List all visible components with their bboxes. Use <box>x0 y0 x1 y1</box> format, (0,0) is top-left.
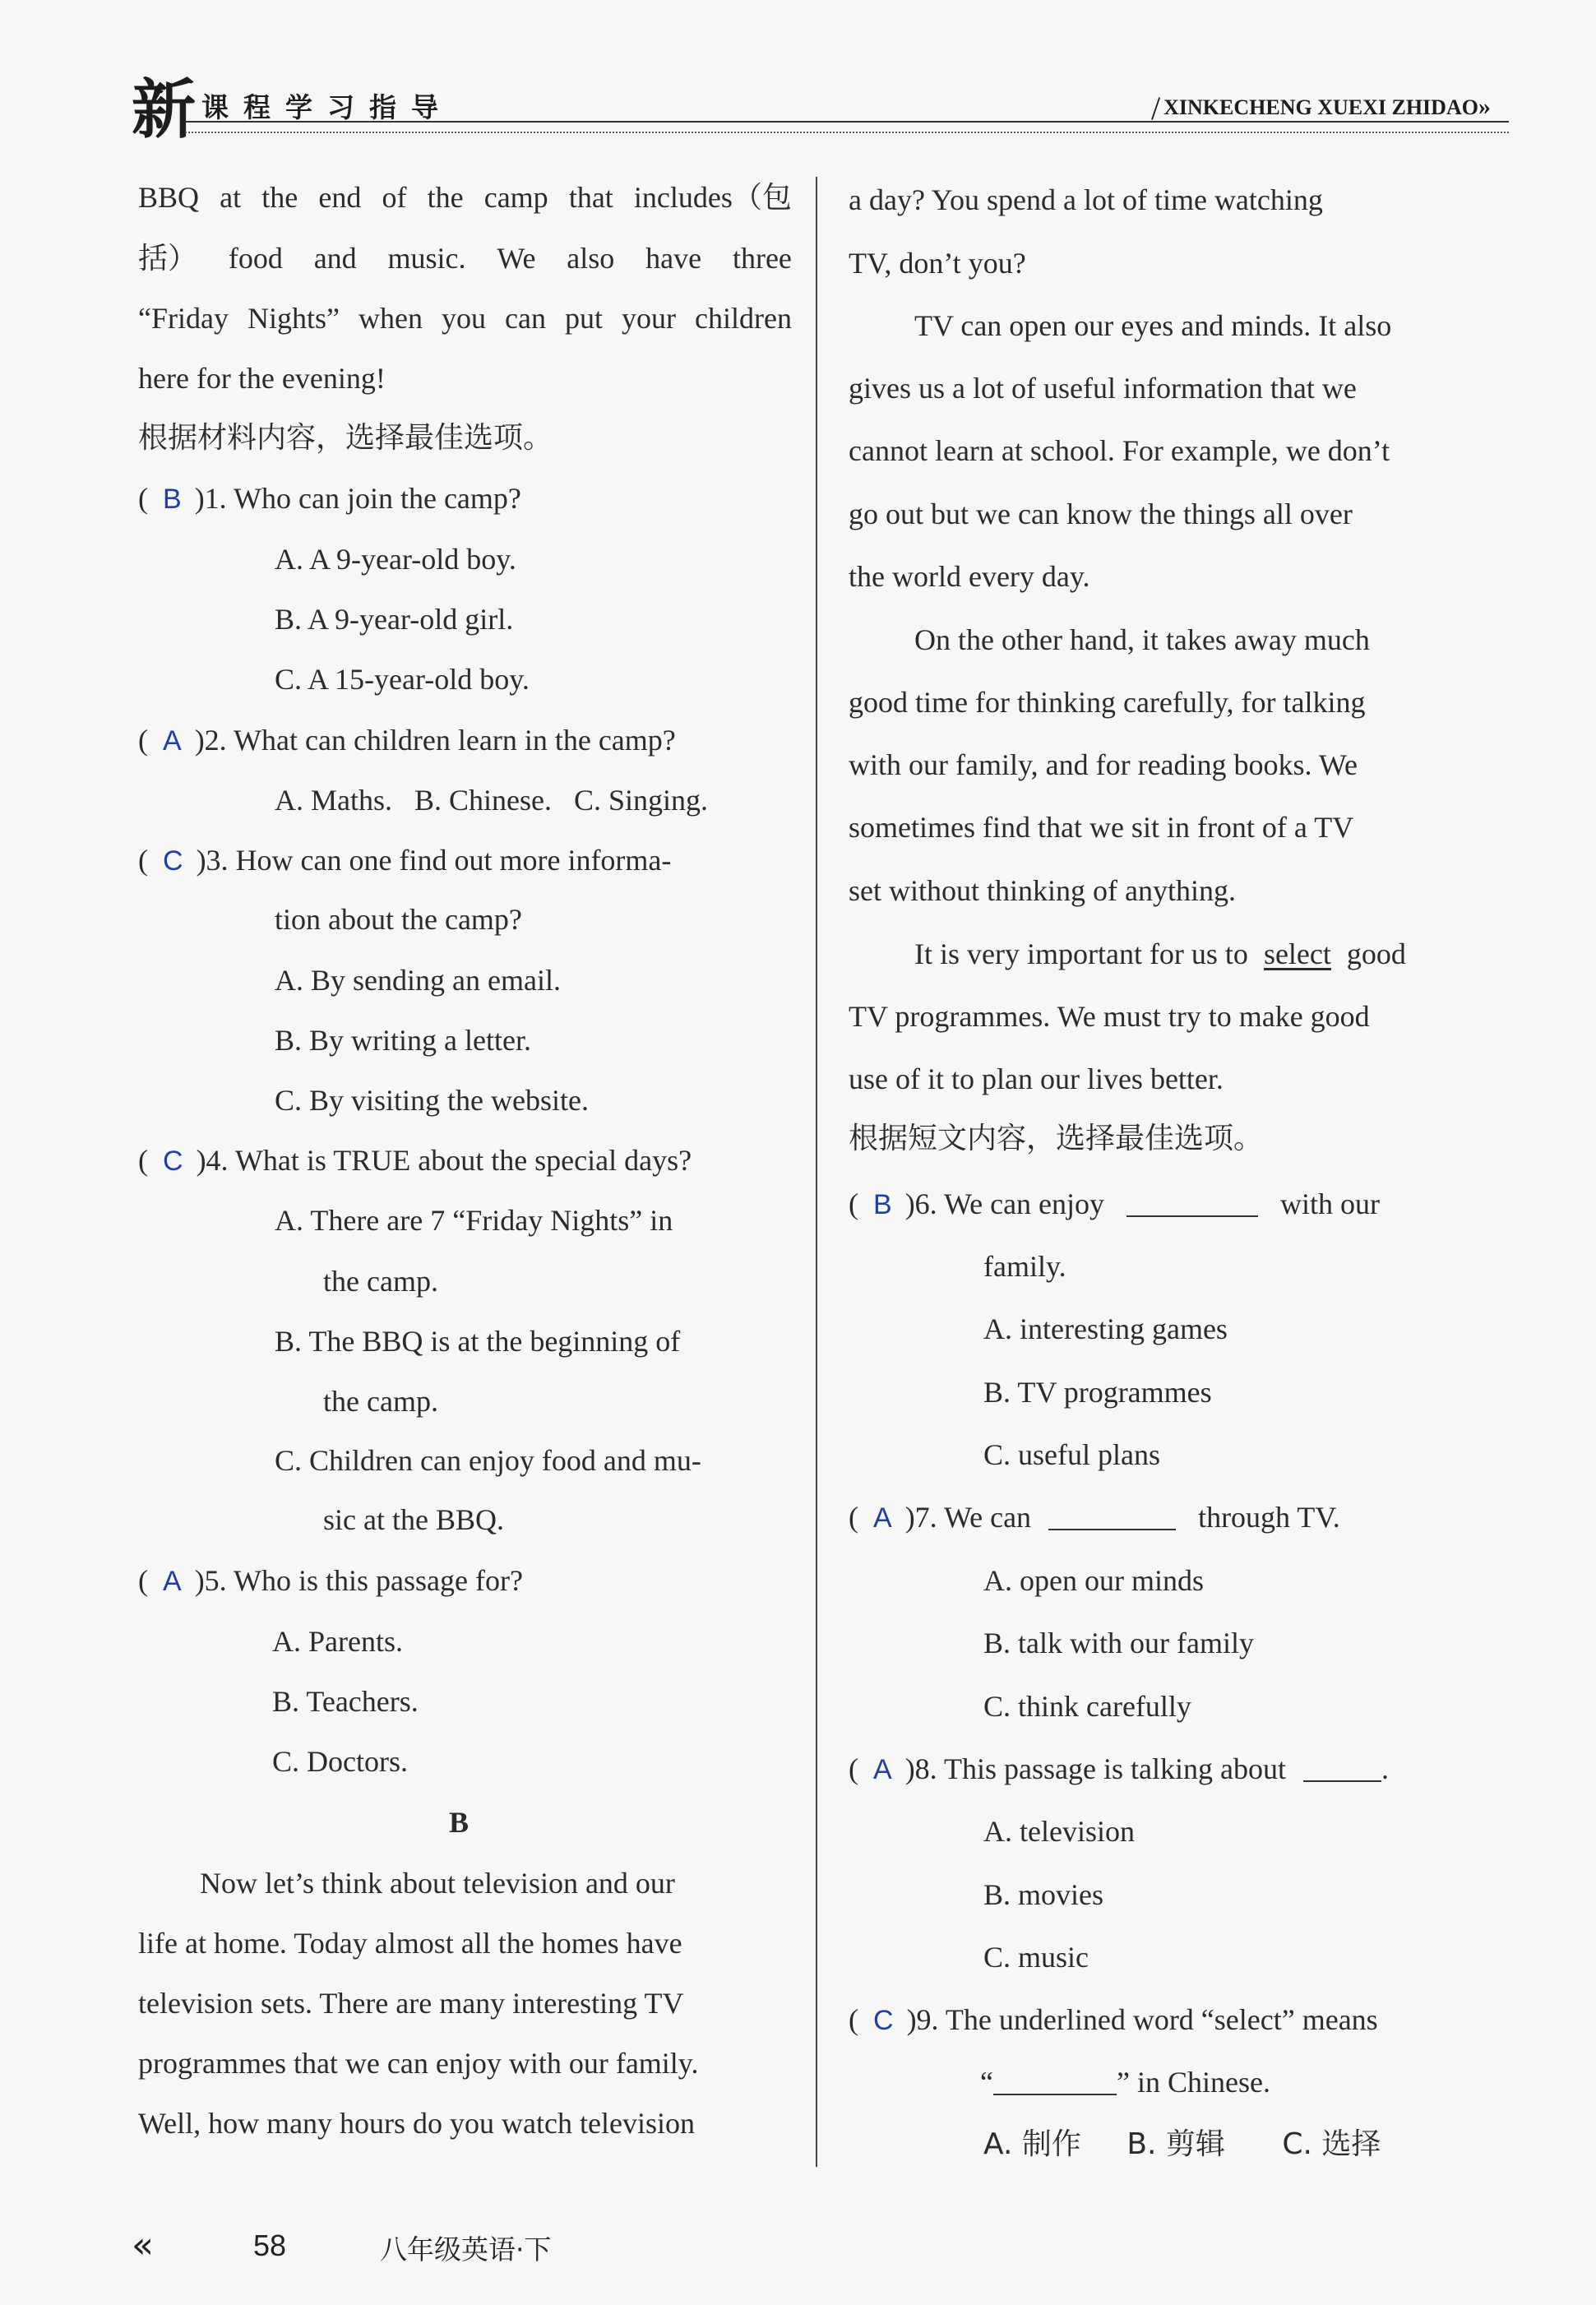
option: A. By sending an email. <box>275 964 561 997</box>
question-5: ( A )5. Who is this passage for? <box>138 1564 523 1597</box>
instruction-a: 根据材料内容，选择最佳选项。 <box>138 421 553 455</box>
question-6-cont: family. <box>983 1250 1066 1283</box>
passage-b-line: television sets. There are many interesting TV <box>138 1987 684 2020</box>
option: B. By writing a letter. <box>275 1024 531 1057</box>
question-9-cont: “ ” in Chinese. <box>980 2066 1270 2099</box>
option: C. A 15-year-old boy. <box>275 663 530 696</box>
option: C. By visiting the website. <box>275 1084 589 1117</box>
header-pinyin: / XINKECHENG XUEXI ZHIDAO» <box>1151 90 1486 127</box>
option: B. 剪辑 <box>1126 2127 1225 2161</box>
question-9: ( C )9. The underlined word “select” means <box>849 2003 1378 2036</box>
passage-b-line: Well, how many hours do you watch television <box>138 2107 695 2140</box>
option: A. There are 7 “Friday Nights” in <box>275 1204 673 1237</box>
option-row <box>983 2127 1381 2161</box>
option: A. Parents. <box>272 1625 403 1658</box>
option: B. movies <box>983 1878 1104 1911</box>
underlined-word: select <box>1263 937 1331 970</box>
answer-3: C <box>163 845 183 877</box>
passage-line: set without thinking of anything. <box>849 874 1236 907</box>
passage-line: use of it to plan our lives better. <box>849 1062 1224 1095</box>
passage-line: It is very important for us to select good <box>914 937 1406 970</box>
option: C. music <box>983 1941 1089 1974</box>
option: A. television <box>983 1815 1135 1848</box>
option: B. The BBQ is at the beginning of <box>275 1325 681 1358</box>
passage-line: good time for thinking carefully, for talking <box>849 686 1366 719</box>
answer-5: A <box>163 1566 182 1597</box>
header-dotted-rule <box>185 132 1509 133</box>
answer-1: B <box>163 484 182 515</box>
chevron-left-icon: « <box>132 2224 146 2266</box>
question-3: ( C )3. How can one find out more informa- <box>138 844 672 877</box>
question-8: ( A )8. This passage is talking about . <box>849 1752 1389 1785</box>
option: C. useful plans <box>983 1438 1160 1471</box>
option-cont: the camp. <box>323 1265 438 1298</box>
passage-line: TV, don’t you? <box>849 247 1026 280</box>
intro-line: “Friday Nights” when you can put your children <box>138 302 792 335</box>
option: C. 选择 <box>1282 2127 1381 2161</box>
page-number: 58 <box>253 2229 287 2262</box>
header-rule <box>185 121 1509 123</box>
passage-line: cannot learn at school. For example, we don’t <box>849 434 1390 467</box>
option-cont: the camp. <box>323 1385 438 1418</box>
answer-9: C <box>873 2005 894 2036</box>
answer-blank <box>1303 1780 1381 1782</box>
question-7: ( A )7. We can through TV. <box>849 1501 1340 1534</box>
answer-blank <box>1048 1529 1176 1530</box>
answer-7: A <box>873 1502 892 1534</box>
answer-blank <box>993 2094 1117 2095</box>
header-logo: 新 <box>132 72 197 147</box>
option: B. talk with our family <box>983 1627 1254 1659</box>
option-cont: sic at the BBQ. <box>323 1503 504 1536</box>
option: A. interesting games <box>983 1312 1228 1345</box>
intro-line: BBQ at the end of the camp that includes（包 <box>138 181 792 214</box>
question-1: ( B )1. Who can join the camp? <box>138 482 521 515</box>
option: A. 制作 <box>983 2127 1081 2161</box>
answer-4: C <box>163 1146 183 1177</box>
instruction-b: 根据短文内容，选择最佳选项。 <box>849 1122 1264 1155</box>
answer-2: A <box>163 725 182 757</box>
answer-6: B <box>873 1189 892 1220</box>
option: B. TV programmes <box>983 1376 1212 1409</box>
option: A. open our minds <box>983 1564 1204 1597</box>
answer-8: A <box>873 1754 892 1785</box>
option: A. A 9-year-old boy. <box>275 543 516 576</box>
header-title: 课程学习指导 <box>201 91 453 123</box>
passage-line: gives us a lot of useful information that we <box>849 372 1357 405</box>
option: C. think carefully <box>983 1690 1191 1723</box>
question-4: ( C )4. What is TRUE about the special days? <box>138 1144 692 1177</box>
question-2: ( A )2. What can children learn in the camp? <box>138 724 676 757</box>
passage-line: go out but we can know the things all over <box>849 498 1353 530</box>
passage-line: a day? You spend a lot of time watching <box>849 183 1323 216</box>
grade-label: 八年级英语·下 <box>380 2233 552 2266</box>
answer-blank <box>1126 1215 1258 1217</box>
question-6: ( B )6. We can enjoy with our <box>849 1187 1381 1220</box>
chevron-right-icon: » <box>1478 93 1486 120</box>
passage-b-line: life at home. Today almost all the homes have <box>138 1927 682 1960</box>
option: B. Teachers. <box>272 1685 419 1718</box>
passage-line: TV programmes. We must try to make good <box>849 1000 1370 1033</box>
question-3-cont: tion about the camp? <box>275 903 522 936</box>
passage-b-line: programmes that we can enjoy with our family. <box>138 2047 699 2080</box>
column-divider <box>816 177 817 2167</box>
option: C. Children can enjoy food and mu- <box>275 1444 701 1477</box>
passage-line: sometimes find that we sit in front of a TV <box>849 811 1354 844</box>
section-b-title: B <box>449 1806 470 1839</box>
intro-line: here for the evening! <box>138 362 386 395</box>
option: B. A 9-year-old girl. <box>275 603 514 636</box>
passage-line: with our family, and for reading books. We <box>849 748 1358 781</box>
passage-b-line: Now let’s think about television and our <box>200 1867 675 1900</box>
passage-line: On the other hand, it takes away much <box>914 623 1370 656</box>
option: A. Maths. B. Chinese. C. Singing. <box>275 784 709 817</box>
passage-line: the world every day. <box>849 560 1090 593</box>
intro-line: 括） food and music. We also have three <box>138 242 792 275</box>
passage-line: TV can open our eyes and minds. It also <box>914 309 1392 342</box>
option: C. Doctors. <box>272 1745 408 1778</box>
